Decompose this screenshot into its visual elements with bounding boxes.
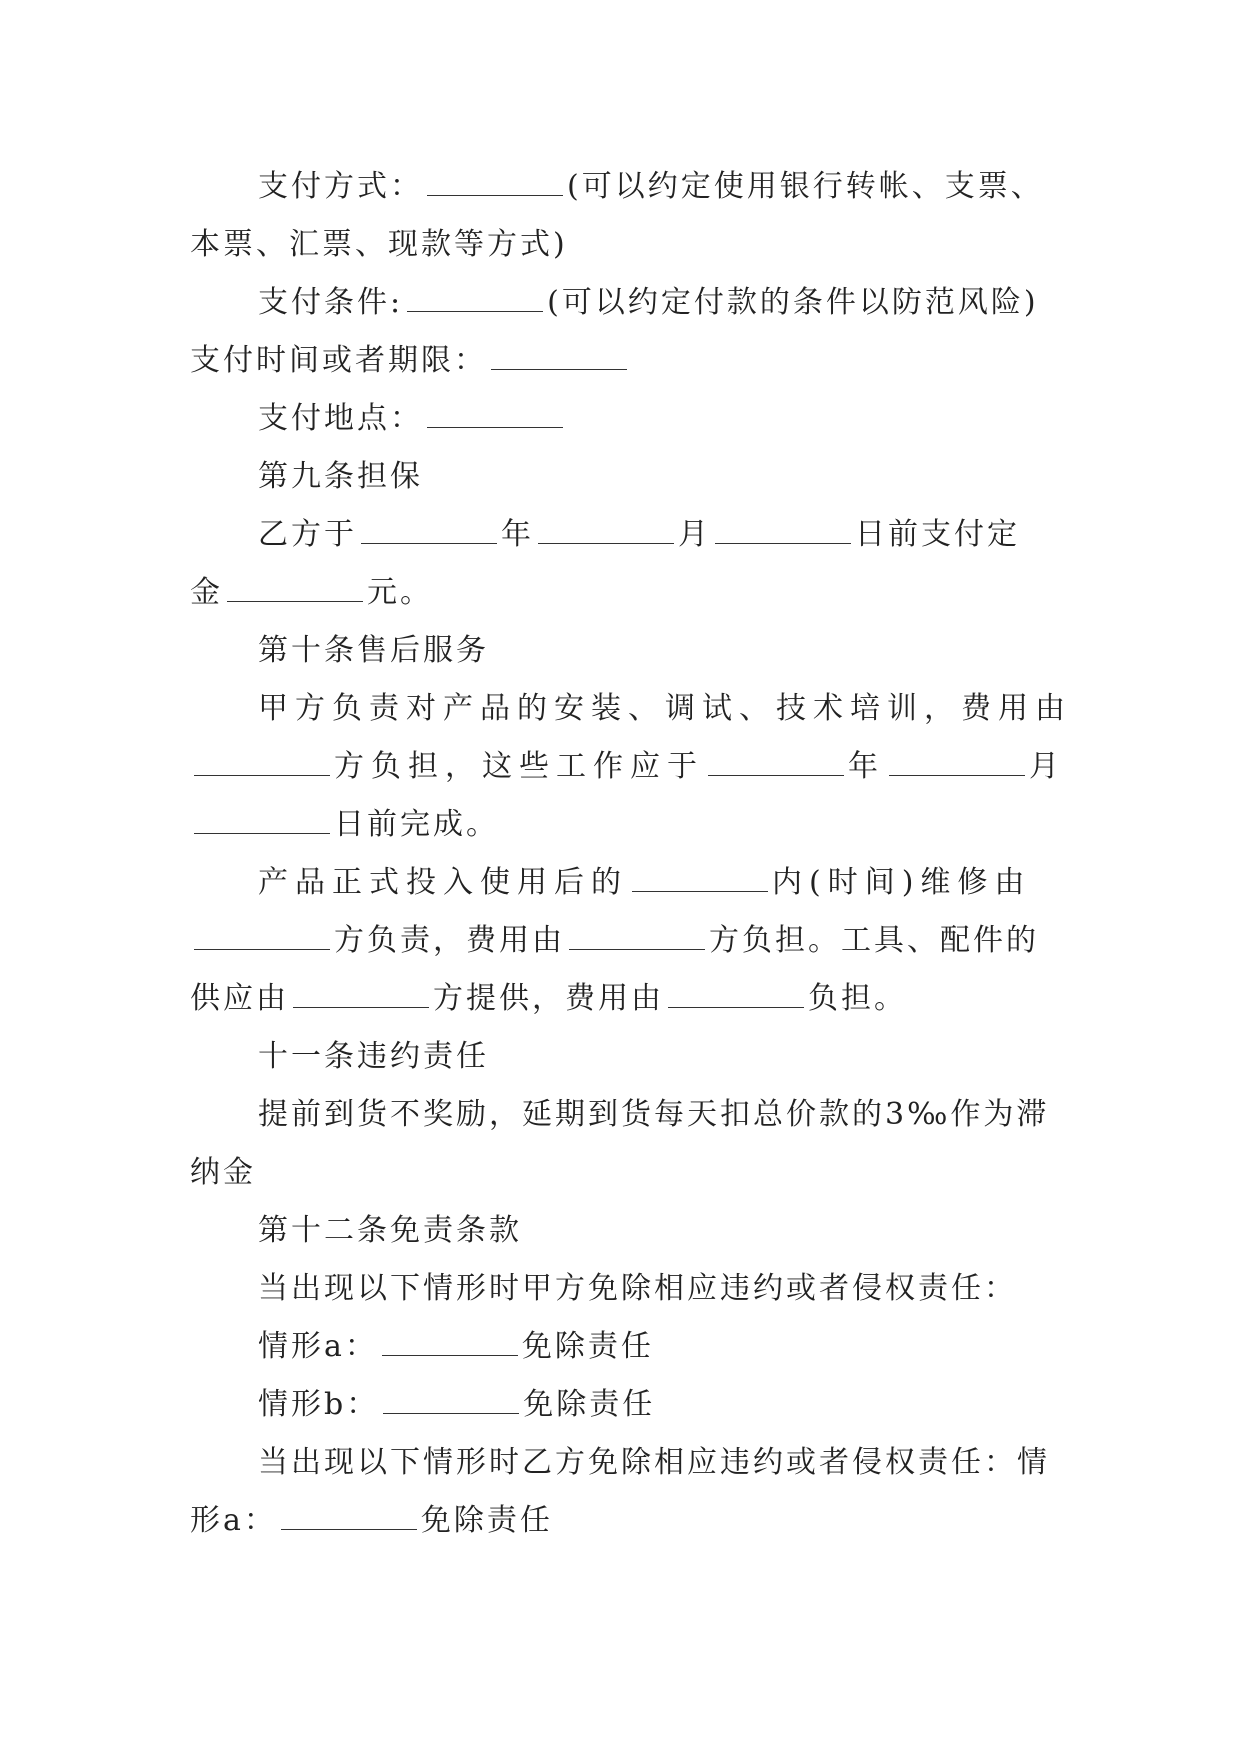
text-segment: 方负担，这些工作应于: [334, 749, 704, 784]
heading-text: 第十二条免责条款: [258, 1213, 522, 1248]
fill-blank: [281, 1528, 417, 1530]
fill-blank: [361, 542, 497, 544]
penalty-line-2: [190, 1144, 1070, 1202]
text-segment: 甲方负责对产品的安装、调试、技术培训，费用由: [258, 691, 1072, 726]
text-segment: 情形b：: [258, 1387, 380, 1422]
fill-blank: [227, 600, 363, 602]
text-segment: (可以约定使用银行转帐、支票、: [567, 169, 1044, 204]
fill-blank: [194, 832, 330, 834]
text-segment: 支付地点：: [258, 401, 423, 436]
fill-blank: [194, 948, 330, 950]
after-sales-line-1: [190, 680, 1070, 738]
fill-blank: [632, 890, 768, 892]
payment-method-line-cont: [190, 216, 1070, 274]
section-heading-article-9: [190, 448, 1070, 506]
text-segment: 免除责任: [521, 1329, 654, 1364]
fill-blank: [538, 542, 674, 544]
text-segment: 供应由: [190, 981, 289, 1016]
text-segment: 免除责任: [523, 1387, 656, 1422]
fill-blank: [382, 1354, 518, 1356]
text-segment: 提前到货不奖励，延期到货每天扣总价款的3‰作为滞: [258, 1097, 1050, 1132]
text-segment: 情形a：: [258, 1329, 378, 1364]
text-segment: 当出现以下情形时甲方免除相应违约或者侵权责任：: [258, 1271, 1017, 1306]
fill-blank: [293, 1006, 429, 1008]
payment-place-line: [190, 390, 1070, 448]
text-segment: 方负责，费用由: [334, 923, 565, 958]
fill-blank: [491, 368, 627, 370]
exemption-party-a-case-b: [190, 1376, 1070, 1434]
maintenance-line-3: [190, 970, 1070, 1028]
exemption-party-b-intro: [190, 1434, 1070, 1492]
fill-blank: [668, 1006, 804, 1008]
text-segment: 金: [190, 575, 223, 610]
payment-method-line: [190, 158, 1070, 216]
contract-body: [190, 158, 1070, 1550]
fill-blank: [569, 948, 705, 950]
payment-time-line: [190, 332, 1070, 390]
text-segment: 日前完成。: [334, 807, 499, 842]
penalty-line-1: [190, 1086, 1070, 1144]
section-heading-article-12: [190, 1202, 1070, 1260]
text-segment: 本票、汇票、现款等方式): [190, 227, 568, 262]
text-segment: 支付方式：: [258, 169, 423, 204]
text-segment: 月: [678, 517, 711, 552]
maintenance-line-1: [190, 854, 1070, 912]
exemption-party-a-case-a: [190, 1318, 1070, 1376]
fill-blank: [708, 774, 844, 776]
section-heading-article-10: [190, 622, 1070, 680]
text-segment: 方负担。工具、配件的: [709, 923, 1039, 958]
text-segment: 产品正式投入使用后的: [258, 865, 628, 900]
text-segment: 支付条件:: [258, 285, 404, 320]
heading-text: 第九条担保: [258, 459, 423, 494]
section-heading-article-11: [190, 1028, 1070, 1086]
after-sales-line-3: [190, 796, 1070, 854]
fill-blank: [427, 426, 563, 428]
text-segment: 日前支付定: [855, 517, 1020, 552]
fill-blank: [407, 310, 543, 312]
text-segment: 纳金: [190, 1155, 256, 1190]
text-segment: 内(时间)维修由: [772, 865, 1032, 900]
text-segment: 月: [1029, 749, 1066, 784]
text-segment: 免除责任: [420, 1503, 553, 1538]
text-segment: 年: [848, 749, 885, 784]
fill-blank: [194, 774, 330, 776]
text-segment: 当出现以下情形时乙方免除相应违约或者侵权责任：情: [258, 1445, 1050, 1480]
text-segment: 负担。: [808, 981, 907, 1016]
payment-condition-line: [190, 274, 1070, 332]
exemption-party-a-intro: [190, 1260, 1070, 1318]
fill-blank: [889, 774, 1025, 776]
text-segment: 年: [501, 517, 534, 552]
text-segment: 支付时间或者期限：: [190, 343, 487, 378]
heading-text: 第十条售后服务: [258, 633, 489, 668]
text-segment: (可以约定付款的条件以防范风险): [547, 285, 1039, 320]
heading-text: 十一条违约责任: [258, 1039, 489, 1074]
text-segment: 乙方于: [258, 517, 357, 552]
fill-blank: [383, 1412, 519, 1414]
text-segment: 元。: [367, 575, 433, 610]
deposit-line-cont: [190, 564, 1070, 622]
exemption-party-b-case-a: [190, 1492, 1070, 1550]
fill-blank: [427, 194, 563, 196]
fill-blank: [715, 542, 851, 544]
text-segment: 形a：: [190, 1503, 277, 1538]
text-segment: 方提供，费用由: [433, 981, 664, 1016]
maintenance-line-2: [190, 912, 1070, 970]
deposit-line: [190, 506, 1070, 564]
after-sales-line-2: [190, 738, 1070, 796]
